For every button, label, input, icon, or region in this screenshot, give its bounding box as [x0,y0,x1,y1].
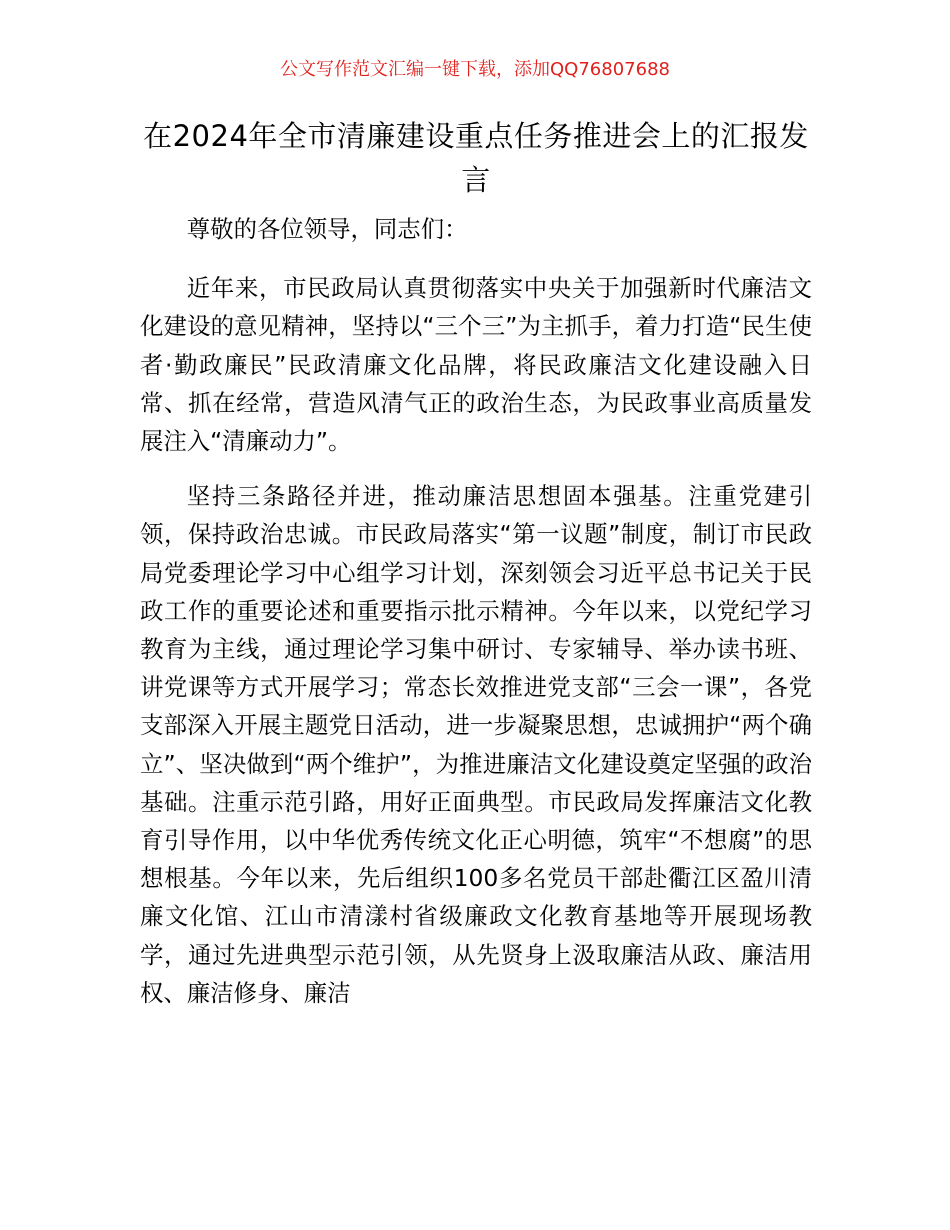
document-body [140,210,812,1029]
download-banner: 公文写作范文汇编一键下载，添加QQ76807688 [280,59,670,80]
paragraph-intro: 近年来，市民政局认真贯彻落实中央关于加强新时代廉洁文化建设的意见精神，坚持以“三个三”为主抓手，着力打造“民生使者·勤政廉民”民政清廉文化品牌，将民政廉洁文化建设融入日常、抓在经常，营造风清气正的政治生态，为民政事业高质量发展注入“清廉动力”。 [140,274,812,456]
document-title: 在2024年全市清廉建设重点任务推进会上的汇报发言 [143,119,809,197]
paragraph-three-paths: 坚持三条路径并进，推动廉洁思想固本强基。注重党建引领，保持政治忠诚。市民政局落实“第一议题”制度，制订市民政局党委理论学习中心组学习计划，深刻领会习近平总书记关于民政工作的重要论述和重要指示批示精神。今年以来，以党纪学习教育为主线，通过理论学习集中研讨、专家辅导、举办读书班、讲党课等方式开展学习；常态长效推进党支部“三会一课”，各党支部深入开展主题党日活动，进一步凝聚思想，忠诚拥护“两个确立”、坚决做到“两个维护”，为推进廉洁文化建设奠定坚强的政治基础。注重示范引路，用好正面典型。市民政局发挥廉洁文化教育引导作用，以中华优秀传统文化正心明德，筑牢“不想腐”的思想根基。今年以来，先后组织100多名党员干部赴衢江区盈川清廉文化馆、江山市清漾村省级廉政文化教育基地等开展现场教学，通过先进典型示范引领，从先贤身上汲取廉洁从政、廉洁用权、廉洁修身、廉洁 [140,482,812,1007]
salutation: 尊敬的各位领导，同志们： [186,215,468,243]
